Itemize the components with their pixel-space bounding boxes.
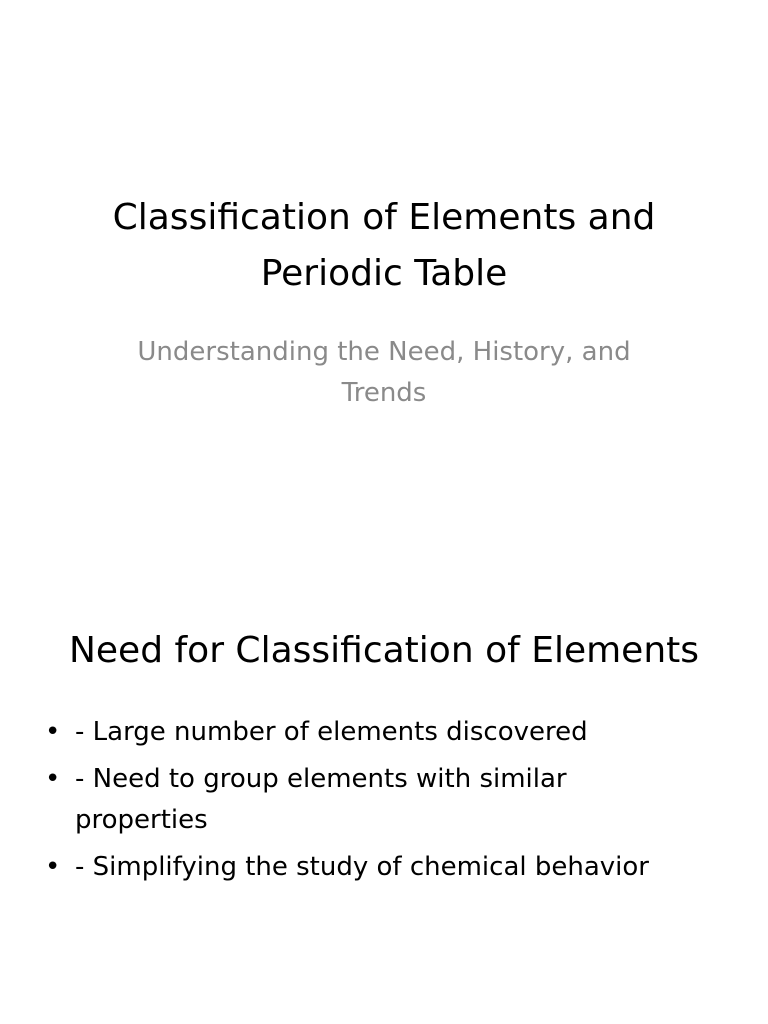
content-slide	[0, 512, 768, 1024]
bullet-item	[40, 847, 700, 888]
bullet-item	[40, 712, 700, 753]
bullet-text: - Need to group elements with similar properties	[75, 764, 567, 835]
bullet-item	[40, 759, 700, 841]
bullet-dot-icon: •	[45, 717, 61, 747]
bullet-text: - Large number of elements discovered	[75, 717, 588, 747]
bullet-dot-icon: •	[45, 764, 61, 794]
slide-title: Classification of Elements and Periodic Table	[112, 197, 656, 294]
bullet-text: - Simplifying the study of chemical behavior	[75, 852, 649, 882]
bullet-dot-icon: •	[45, 852, 61, 882]
slide-heading: Need for Classification of Elements	[68, 630, 700, 671]
bullet-list	[40, 712, 700, 894]
slide-subtitle: Understanding the Need, History, and Trends	[137, 337, 631, 408]
